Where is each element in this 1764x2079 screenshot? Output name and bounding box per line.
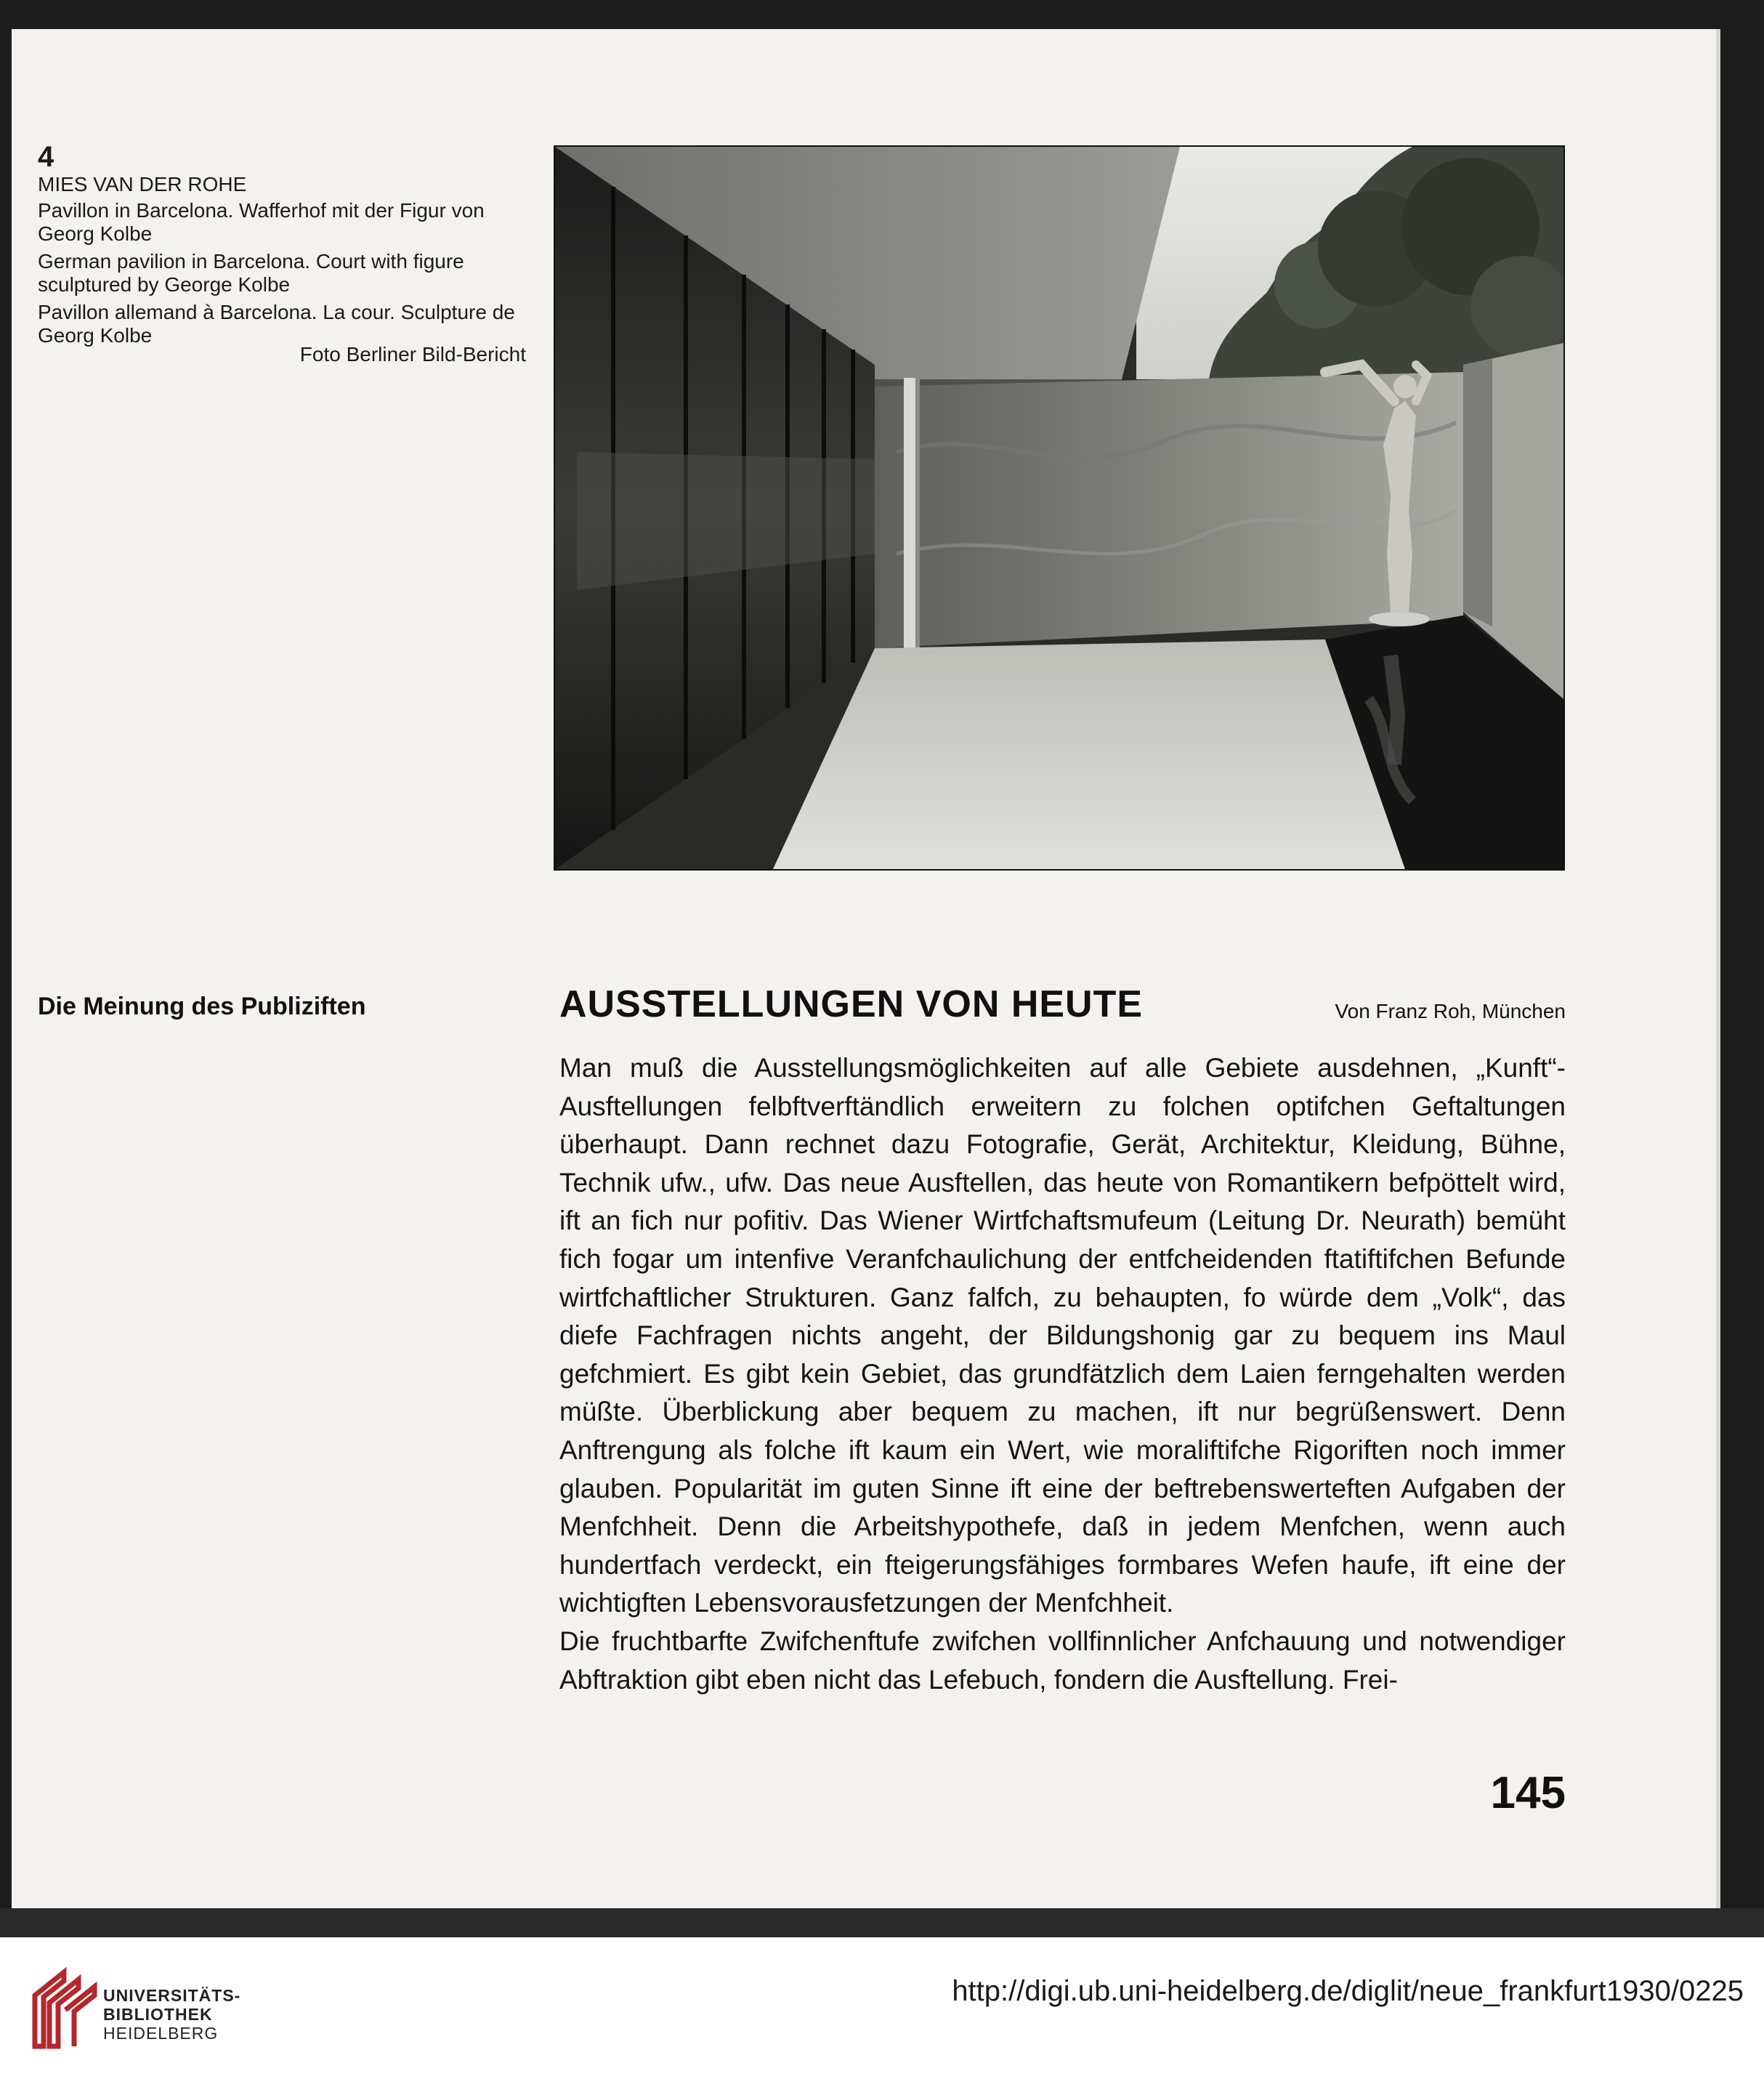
article-author: Von Franz Roh, München <box>1335 1000 1566 1022</box>
page-number: 145 <box>1490 1768 1566 1818</box>
pavilion-photo-image <box>555 147 1563 869</box>
library-name <box>103 1986 240 2043</box>
section-label: Die Meinung des Publiziften <box>38 993 366 1020</box>
figure-caption <box>38 199 526 352</box>
library-city: HEIDELBERG <box>103 2024 219 2043</box>
scan-background <box>0 1908 1764 1937</box>
caption-english: German pavilion in Barcelona. Court with figure sculptured by George Kolbe <box>38 250 464 296</box>
library-name-line: BIBLIOTHEK <box>103 2005 213 2024</box>
photo-credit: Foto Berliner Bild-Bericht <box>299 343 526 366</box>
source-url-link[interactable]: http://digi.ub.uni-heidelberg.de/diglit/neue_frankfurt1930/0225 <box>952 1975 1744 2007</box>
article-title: AUSSTELLUNGEN VON HEUTE <box>559 983 1144 1025</box>
article-body <box>559 1049 1566 1699</box>
footer-bar <box>0 1937 1764 2079</box>
pavilion-photograph <box>555 147 1563 869</box>
page-edge <box>1716 29 1720 1908</box>
article-paragraph: Die fruchtbarfte Zwifchenftufe zwifchen vollfinnlicher Anfchauung und notwendiger Abftraktion gibt eben nicht das Lefebuch, fondern die Ausftellung. Frei- <box>559 1626 1566 1695</box>
article-paragraph: Man muß die Ausstellungsmöglichkeiten auf alle Gebiete ausdehnen, „Kunft“-Ausftellungen felbftverftändlich erweitern zu folchen optifchen Geftaltungen überhaupt. Dann rechnet dazu Fotografie, Gerät, Architektur, Kleidung, Bühne, Technik ufw., ufw. Das neue Ausftellen, das heute von Romantikern befpöttelt wird, ift an fich nur pofitiv. Das Wiener Wirtfchaftsmufeum (Leitung Dr. Neurath) bemüht fich fogar um intenfive Veranfchaulichung der entfcheidenden ftatiftifchen Befunde wirtfchaftlicher Strukturen. Ganz falfch, zu behaupten, fo würde dem „Volk“, das diefe Fachfragen nichts angeht, der Bildungshonig gar zu bequem ins Maul gefchmiert. Es gibt kein Gebiet, das grundfätzlich dem Laien ferngehalten werden müßte. Überblickung aber bequem zu machen, ift nur begrüßenswert. Denn Anftrengung als folche ift kaum ein Wert, wie moraliftifche Rigoriften noch immer glauben. Popularität im guten Sinne ift eine der beftrebenswerteften Aufgaben der Menfchheit. Denn die Arbeitshypothefe, daß in jedem Menfchen, wenn auch hundertfach verdeckt, ein fteigerungsfähiges formbares Wefen haufe, ift eine der wichtigften Lebensvorausfetzungen der Menfchheit. <box>559 1053 1566 1618</box>
library-name-line: UNIVERSITÄTS- <box>103 1986 241 2005</box>
figure-artist: MIES VAN DER ROHE <box>38 173 247 195</box>
university-library-logo-icon <box>20 1966 100 2052</box>
figure-number: 4 <box>38 141 54 173</box>
caption-french: Pavillon allemand à Barcelona. La cour. Sculpture de Georg Kolbe <box>38 301 515 347</box>
caption-german: Pavillon in Barcelona. Wafferhof mit der Figur von Georg Kolbe <box>38 199 485 245</box>
